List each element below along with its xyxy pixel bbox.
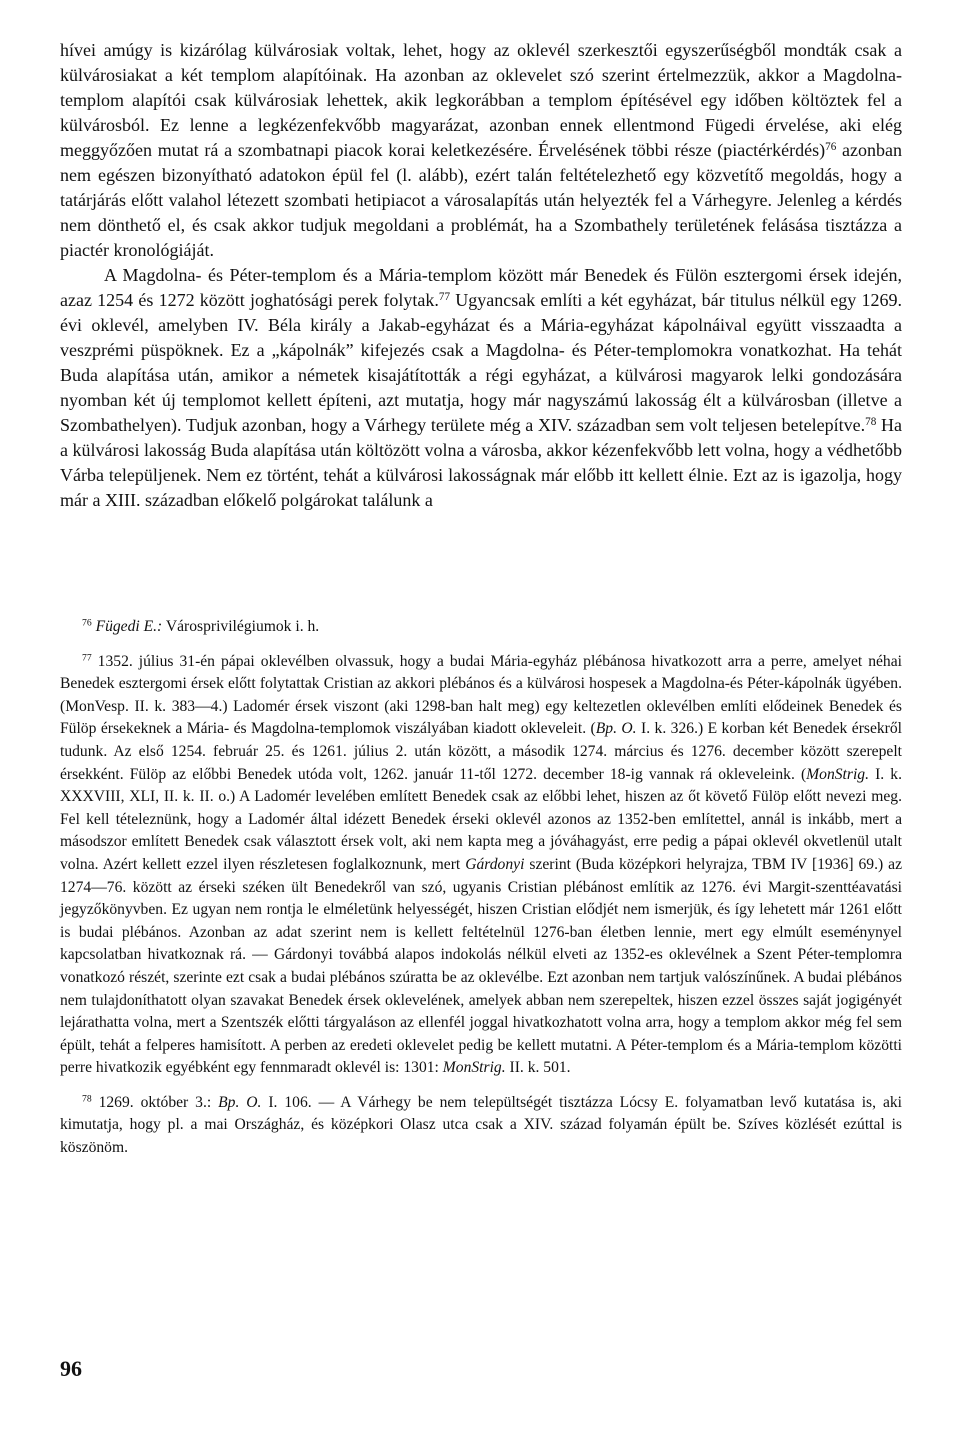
text-run: 1269. október 3.: [91, 1093, 219, 1111]
italic-text: Bp. O. [595, 720, 637, 738]
italic-text: MonStrig. [442, 1059, 506, 1077]
text-run: szerint (Buda középkori helyrajza, TBM IV [1936] 69.) az 1274—76. között az érseki széken ült Benedekről van szó, ugyanis Cristian plébánost említik az 1276. évi Margit-szenttéavatási jegyzőkönyvben. Ez ugyan nem rontja le elméletünk helyességét, hiszen Cristian elődjét nem ismerjük, és így lehetett már 1261 előtt is budai plébános. Azonban az adat szerint nem is kellett feltételnül 1276-ban életben lennie, mert egy elmúlt eseménynyel kapcsolatban hivatkoznak rá. — Gárdonyi továbbá alapos indokolás nélkül elveti az 1352-es oklevélnek a Szent Péter-templomra vonatkozó részét, szerinte ezt csak a budai plébános szúratta be az oklevélbe. Ezt azonban nem tartjuk valószínűnek. A budai plébános nem tulajdoníthatott olyan szavakat Benedek érsek oklevelének, amelyek abban nem szerepeltek, hiszen ezzel összes saját jogigényét lejárathatta volna, mert a Szentszék előtti tárgyaláson az ellenfél joggal hivatkozhatott volna arra, hogy a templom akkor még fel sem épült, tehát a felperes hamisított. A perben az eredeti oklevelet pedig be kellett mutatni. A Péter-templom és a Mária-templom közötti perre hivatkozik egyébként egy fennmaradt oklevél is: 1301: [60, 855, 902, 1077]
text-run: Ha a külvárosi lakosság Buda alapítása után költözött volna a városba, akkor kézenfekvőbb lett volna, hogy a védhetőbb Várba települjenek. Nem ez történt, tehát a külvárosi lakosságnak már előbb itt kellett élnie. Ezt az is igazolja, hogy már a XIII. században előkelő polgárokat találunk a [60, 415, 903, 510]
page-number: 96 [60, 1356, 82, 1381]
footnote-marker [60, 653, 92, 670]
body-paragraph [60, 38, 902, 263]
footnote-number: 78 [82, 1093, 92, 1105]
footnote [60, 1092, 902, 1160]
footnote-marker [60, 618, 92, 635]
footnote-number: 76 [82, 617, 92, 629]
footnotes [60, 616, 902, 1172]
footnote [60, 616, 902, 639]
main-text [60, 38, 902, 513]
text-run: Városprivilégiumok i. h. [162, 618, 320, 635]
text-run: azonban nem egészen bizonyítható adatokon épül fel (l. alább), ezért talán feltételezhető egy közvetítő megoldás, hogy a tatárjárás előtt valahol létezett szombati hetipiacot a városalapítás után helyezték fel a Várhegyre. Jelenleg a kérdés nem dönthető el, és csak akkor tudjuk megoldani a problémát, ha a Szombathely területének felásása tisztázza a piactér kronológiáját. [60, 140, 903, 260]
footnote-reference: 76 [825, 140, 837, 153]
footnote-reference: 77 [438, 290, 451, 303]
italic-text: MonStrig. [806, 765, 869, 783]
footnote [60, 651, 902, 1080]
footnote-marker [60, 1094, 92, 1111]
italic-text: Gárdonyi [465, 855, 525, 873]
text-run: I. k. 326.) E korban két Benedek érsekről tudunk. Az első 1254. február 25. és 1261. július 2. után között, a második 1274. március és 1276. december között szerepelt érsekként. Fülöp az előbbi Benedek utóda volt, 1262. január 11-től 1272. december 18-ig vannak rá okleveleink. ( [60, 720, 902, 783]
body-paragraph [60, 263, 902, 513]
text-run: Ugyancsak említi a két egyházat, bár titulus nélkül egy 1269. évi oklevél, amelyben IV. Béla király a Jakab-egyházat és a Mária-egyházat kápolnáival együtt visszaadta a veszprémi püspöknek. Ez a „kápolnák” kifejezés csak a Magdolna- és Péter-templomokra vonatkozhat. Ha tehát Buda alapítása után, amikor a németek kisajátították a régi egyházat, a külvárosi magyarok lelki gondozására nyomban két új templomot kellett építeni, azt mutatja, hogy már nagyszámú lakosság élt a külvárosban (illetve a Szombathelyen). Tudjuk azonban, hogy a Várhegy területe még a XIV. században sem volt teljesen betelepítve. [60, 290, 902, 435]
text-run: 1352. július 31-én pápai oklevélben olvassuk, hogy a budai Mária-egyház plébánosa hivatkozott arra a perre, amelyet néhai Benedek esztergomi érsek előtt folytattak Cristian az akkori plébános és a külvárosi hospesek a Magdolna-és Péter-kápolnák ügyében. (MonVesp. II. k. 383—4.) Ladomér érsek viszont (aki 1298-ban halt meg) egy keltezetlen oklevélben említi elődeinek Benedek és Fülöp érsekeknek a Mária- és Magdolna-templomok viszályában kiadott okleveleit. ( [60, 652, 902, 738]
text-run: I. 106. — A Várhegy be nem települtségét tisztázza Lócsy E. folyamatban levő kutatása is, aki kimutatja, hogy pl. a mai Országház, és középkori Olasz utca csak a XIV. század folyamán épült be. Szíves közlését ezúttal is köszönöm. [60, 1093, 902, 1157]
text-run: hívei amúgy is kizárólag külvárosiak voltak, lehet, hogy az oklevél szerkesztői egyszerűségből mondták csak a külvárosiakat a két templom alapítóinak. Ha azonban az oklevelet szó szerint értelmezzük, akkor a Magdolna-templom alapítói csak külvárosiak lehettek, akik legkorábban a templom építésével egy időben költöztek fel a külvárosból. Ez lenne a legkézenfekvőbb magyarázat, azonban ennek ellentmond Fügedi érvelése, aki elég meggyőzően mutat rá a szombatnapi piacok korai keletkezésére. Érvelésének többi része (piactérkérdés) [60, 40, 902, 160]
text-run: I. k. XXXVIII, XLI, II. k. II. o.) A Ladomér levelében említett Benedek csak az előbbi lehet, hiszen az őt követő Fülöp előtt nevezi meg. Fel kell tételeznünk, hogy a Ladomér által idézett Benedek érseki oklevél azonos az 1352-ben említettel, annál is inkább, mert a másodszor említett Benedek csak választott érsek volt, aki nem kapta meg a jóváhagyást, erre pedig a pápai oklevél okvetlenül utalt volna. Azért kellett ezzel ilyen részletesen foglalkoznunk, mert [60, 765, 902, 873]
footnote-number: 77 [82, 652, 92, 664]
italic-text: Bp. O. [218, 1093, 262, 1111]
text-run: A Magdolna- és Péter-templom és a Mária-templom között már Benedek és Fülön esztergomi érsek idején, azaz 1254 és 1272 között joghatósági perek folytak. [60, 265, 902, 310]
text-run: II. k. 501. [505, 1059, 571, 1077]
italic-text: Fügedi E.: [95, 618, 163, 635]
footnote-reference: 78 [865, 415, 877, 428]
